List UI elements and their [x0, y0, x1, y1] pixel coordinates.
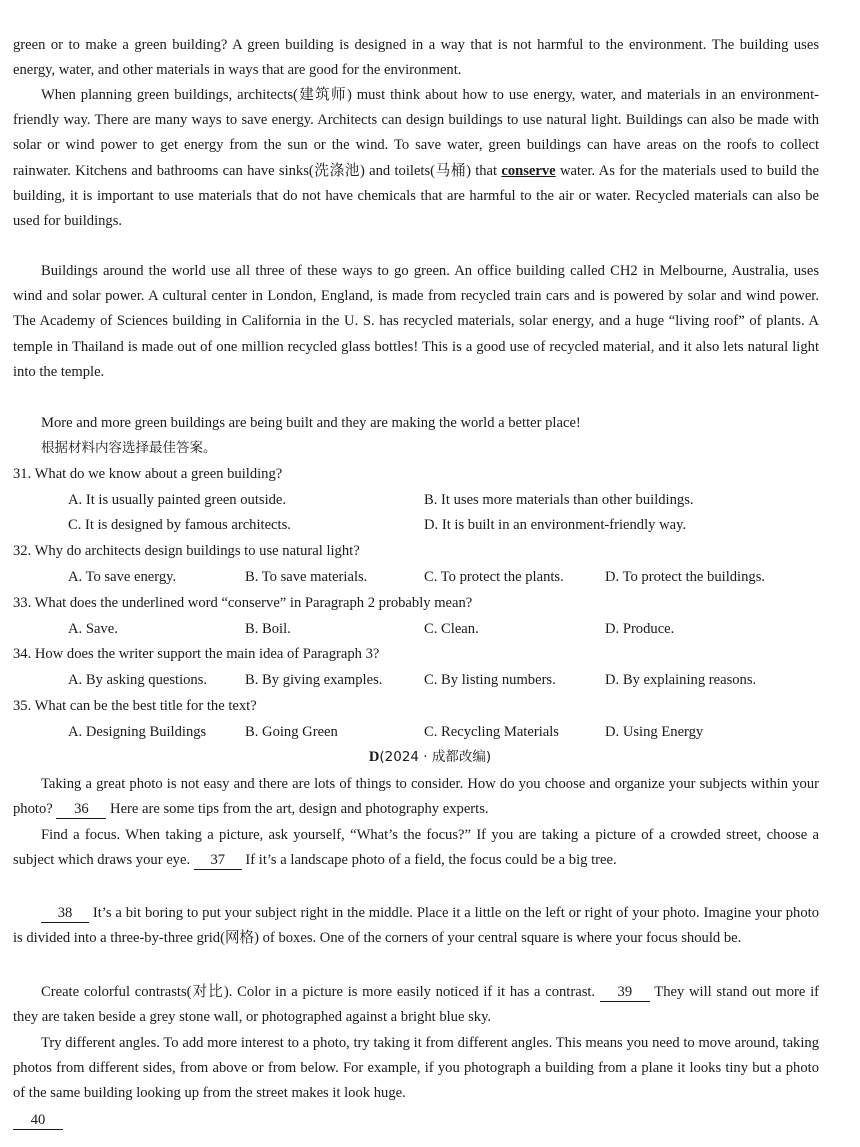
question-33-option-a[interactable]: A. Save. — [68, 621, 118, 637]
question-32-option-a[interactable]: A. To save energy. — [68, 569, 177, 585]
passage-d-p2-text-before: Find a focus. When taking a picture, ask yourself, “What’s the focus?” If you are taking a picture of a crowded street, choose a subject which draws your eye. — [13, 827, 819, 869]
question-31-option-a[interactable]: A. It is usually painted green outside. — [68, 492, 287, 508]
question-32-stem: 32. Why do architects design buildings to use natural light? — [13, 543, 360, 559]
underlined-word-conserve: conserve — [501, 162, 556, 179]
question-35-option-b[interactable]: B. Going Green — [245, 724, 338, 740]
passage-d-paragraph-3 — [13, 901, 819, 951]
question-32-option-c[interactable]: C. To protect the plants. — [424, 569, 564, 585]
blank-40[interactable]: 40 — [13, 1111, 63, 1130]
question-33-option-d[interactable]: D. Produce. — [605, 621, 675, 637]
passage-d-paragraph-1 — [13, 772, 819, 822]
question-33-option-c[interactable]: C. Clean. — [424, 621, 479, 637]
paragraph-2-text-before: When planning green buildings, architects(建筑师) must think about how to use energy, water, and materials in an environment-friendly way. There are many ways to save energy. Architects can design buildings to use natural light. Buildings can also be made with solar or wind power to get energy from the sun or the wind. To save water, green buildings can have areas on the roofs to collect rainwater. Kitchens and bathrooms can have sinks(洗涤池) and toilets(马桶) that — [13, 87, 819, 179]
passage-d-p2-text-after: If it’s a landscape photo of a field, the focus could be a big tree. — [241, 852, 617, 869]
question-34-option-c[interactable]: C. By listing numbers. — [424, 672, 556, 688]
passage-d-p4-text-before: Create colorful contrasts(对比). Color in a picture is more easily noticed if it has a contrast. — [41, 984, 600, 1000]
passage-c-paragraph-4: More and more green buildings are being built and they are making the world a better place! — [41, 415, 581, 431]
question-35-option-d[interactable]: D. Using Energy — [605, 724, 704, 740]
question-34-option-b[interactable]: B. By giving examples. — [245, 672, 383, 688]
blank-39[interactable]: 39 — [600, 983, 650, 1002]
section-d-source: (2024 · 成都改编) — [379, 749, 492, 765]
section-d-heading — [0, 745, 860, 770]
passage-d-p1-text-after: Here are some tips from the art, design and photography experts. — [106, 801, 489, 818]
passage-d-paragraph-5: Try different angles. To add more interest to a photo, try taking it from different angles. This means you need to move around, taking photos from different sides, from above or from below. For example, if you photograph a building from a plane it looks tiny but a photo of the same building looking up from the street makes it look huge. — [13, 1035, 819, 1102]
blank-38[interactable]: 38 — [41, 904, 89, 923]
passage-d-p3-text: It’s a bit boring to put your subject right in the middle. Place it a little on the left or right of your photo. Imagine your photo is divided into a three-by-three grid(网格) of boxes. One of the corners of your central square is where your focus should be. — [13, 905, 819, 947]
question-32-option-b[interactable]: B. To save materials. — [245, 569, 368, 585]
blank-37[interactable]: 37 — [194, 851, 242, 870]
question-31-stem: 31. What do we know about a green building? — [13, 466, 283, 482]
paragraph-2-text-after: water. As for the materials used to build the building, it is important to use materials that do not have chemicals that are harmful to the air or water. Recycled materials can also be used for buildings. — [13, 162, 820, 230]
passage-d-p1-text-before: Taking a great photo is not easy and there are lots of things to consider. How do you choose and organize your subjects within your photo? — [13, 776, 819, 818]
blank-40-line — [13, 1108, 819, 1133]
question-35-option-c[interactable]: C. Recycling Materials — [424, 724, 559, 740]
passage-d-paragraph-4 — [13, 980, 819, 1030]
blank-36[interactable]: 36 — [56, 800, 106, 819]
question-33-stem: 33. What does the underlined word “conserve” in Paragraph 2 probably mean? — [13, 595, 473, 611]
question-35-stem: 35. What can be the best title for the text? — [13, 698, 257, 714]
question-34-stem: 34. How does the writer support the main idea of Paragraph 3? — [13, 646, 380, 662]
instruction-text: 根据材料内容选择最佳答案。 — [41, 440, 217, 456]
question-31-option-b[interactable]: B. It uses more materials than other buildings. — [424, 492, 694, 508]
passage-c-paragraph-3: Buildings around the world use all three of these ways to go green. An office building called CH2 in Melbourne, Australia, uses wind and solar power. A cultural center in London, England, is made from recycled train cars and is powered by solar and wind power. The Academy of Sciences building in California in the U. S. has recycled materials, solar energy, and a huge “living roof” of plants. A temple in Thailand is made out of one million recycled glass bottles! This is a good use of recycled material, and it also lets natural light into the temple. — [13, 263, 819, 380]
passage-d-p4-text-after: They will stand out more if they are taken beside a grey stone wall, or photographed against a bright blue sky. — [13, 984, 820, 1026]
question-32-option-d[interactable]: D. To protect the buildings. — [605, 569, 766, 585]
question-33-option-b[interactable]: B. Boil. — [245, 621, 291, 637]
passage-c-paragraph-1: green or to make a green building? A green building is designed in a way that is not harmful to the environment. The building uses energy, water, and other materials in ways that are good for the environment. — [13, 37, 819, 79]
question-35-option-a[interactable]: A. Designing Buildings — [68, 724, 207, 740]
question-31-option-d[interactable]: D. It is built in an environment-friendly way. — [424, 517, 687, 533]
question-31-option-c[interactable]: C. It is designed by famous architects. — [68, 517, 291, 533]
section-d-letter: D — [368, 749, 380, 765]
passage-c-paragraph-2 — [13, 83, 819, 234]
question-34-option-d[interactable]: D. By explaining reasons. — [605, 672, 757, 688]
question-34-option-a[interactable]: A. By asking questions. — [68, 672, 208, 688]
passage-d-paragraph-2 — [13, 823, 819, 873]
